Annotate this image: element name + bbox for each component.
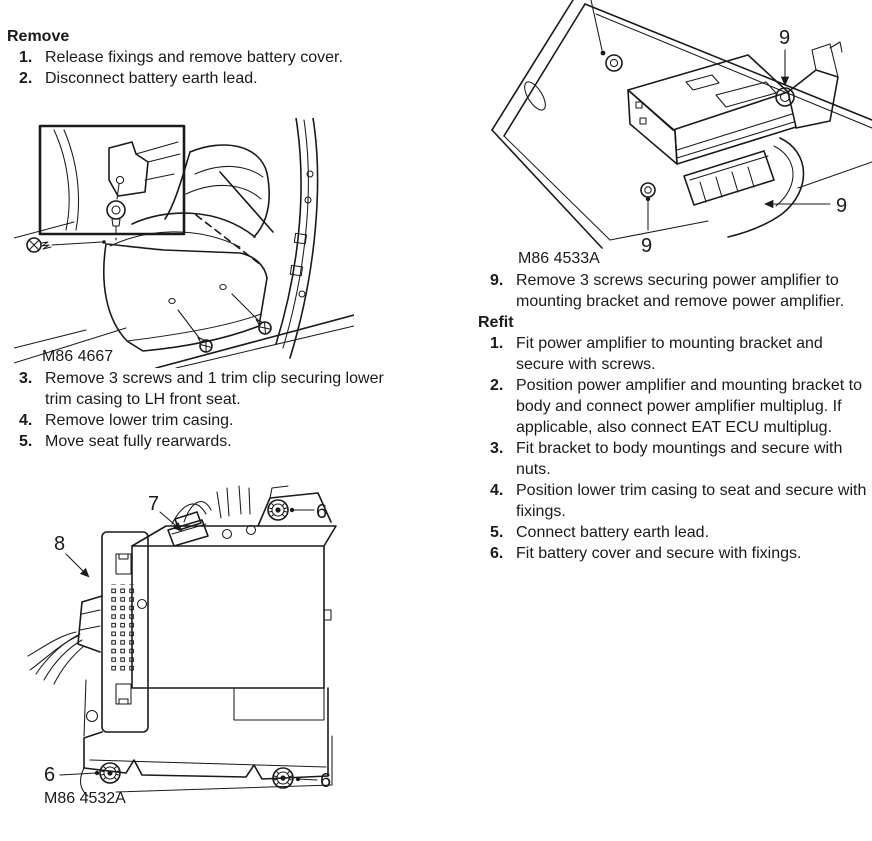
list-item: [7, 431, 410, 452]
step-text: Fit bracket to body mountings and secure with nuts.: [516, 440, 843, 478]
figure-seat-trim: [14, 118, 354, 368]
figure-amplifier-bracket: [478, 0, 872, 270]
step-text: Fit power amplifier to mounting bracket and secure with screws.: [516, 335, 823, 373]
step-number: 4.: [490, 482, 504, 499]
step-text: Remove 3 screws and 1 trim clip securing lower trim casing to LH front seat.: [45, 370, 384, 408]
list-item: [478, 438, 872, 480]
amplifier-illustration: [20, 484, 350, 806]
list-item: [478, 333, 872, 375]
step-text: Connect battery earth lead.: [516, 524, 710, 541]
step-number: 9.: [490, 272, 504, 289]
step-number: 5.: [19, 433, 33, 450]
list-item: [478, 543, 872, 564]
right-column: [478, 0, 872, 564]
remove-step-9: [478, 270, 872, 312]
callout-6: 6: [316, 501, 328, 523]
figure-seat-caption: M86 4667: [42, 348, 114, 365]
figure-power-amplifier: [20, 484, 350, 806]
callout-9: 9: [641, 235, 653, 257]
list-item: [7, 410, 410, 431]
step-text: Position lower trim casing to seat and secure with fixings.: [516, 482, 867, 520]
step-number: 2.: [490, 377, 504, 394]
step-text: Release fixings and remove battery cover.: [45, 49, 343, 66]
step-text: Disconnect battery earth lead.: [45, 70, 258, 87]
list-item: [7, 47, 410, 68]
step-text: Fit battery cover and secure with fixings.: [516, 545, 802, 562]
list-item: [7, 68, 410, 89]
seat-illustration: [14, 118, 354, 368]
list-item: [478, 270, 872, 312]
step-text: Remove 3 screws securing power amplifier to mounting bracket and remove power amplifier.: [516, 272, 845, 310]
bracket-illustration: [478, 0, 872, 270]
callout-6: 6: [320, 770, 332, 792]
refit-heading: Refit: [478, 314, 514, 331]
figure-amplifier-caption: M86 4532A: [44, 790, 126, 806]
step-number: 2.: [19, 70, 33, 87]
callout-7: 7: [148, 493, 160, 515]
step-number: 4.: [19, 412, 33, 429]
callout-8: 8: [54, 533, 66, 555]
step-number: 5.: [490, 524, 504, 541]
step-number: 6.: [490, 545, 504, 562]
step-text: Remove lower trim casing.: [45, 412, 234, 429]
step-number: 1.: [490, 335, 504, 352]
step-text: Position power amplifier and mounting bracket to body and connect power amplifier multiplug. If applicable, also connect EAT ECU multiplug.: [516, 377, 862, 436]
remove-steps-3-5: [7, 368, 410, 452]
callout-9: 9: [779, 27, 791, 49]
remove-heading: Remove: [7, 28, 70, 45]
list-item: [478, 375, 872, 438]
callout-6: 6: [44, 764, 56, 786]
step-number: 1.: [19, 49, 33, 66]
remove-steps-1-2: [7, 47, 410, 89]
step-text: Move seat fully rearwards.: [45, 433, 232, 450]
list-item: [478, 480, 872, 522]
refit-steps: [478, 333, 872, 564]
callout-9: 9: [836, 195, 848, 217]
figure-bracket-caption: M86 4533A: [518, 250, 600, 267]
step-number: 3.: [490, 440, 504, 457]
list-item: [7, 368, 410, 410]
step-number: 3.: [19, 370, 33, 387]
list-item: [478, 522, 872, 543]
left-column: [7, 26, 410, 806]
